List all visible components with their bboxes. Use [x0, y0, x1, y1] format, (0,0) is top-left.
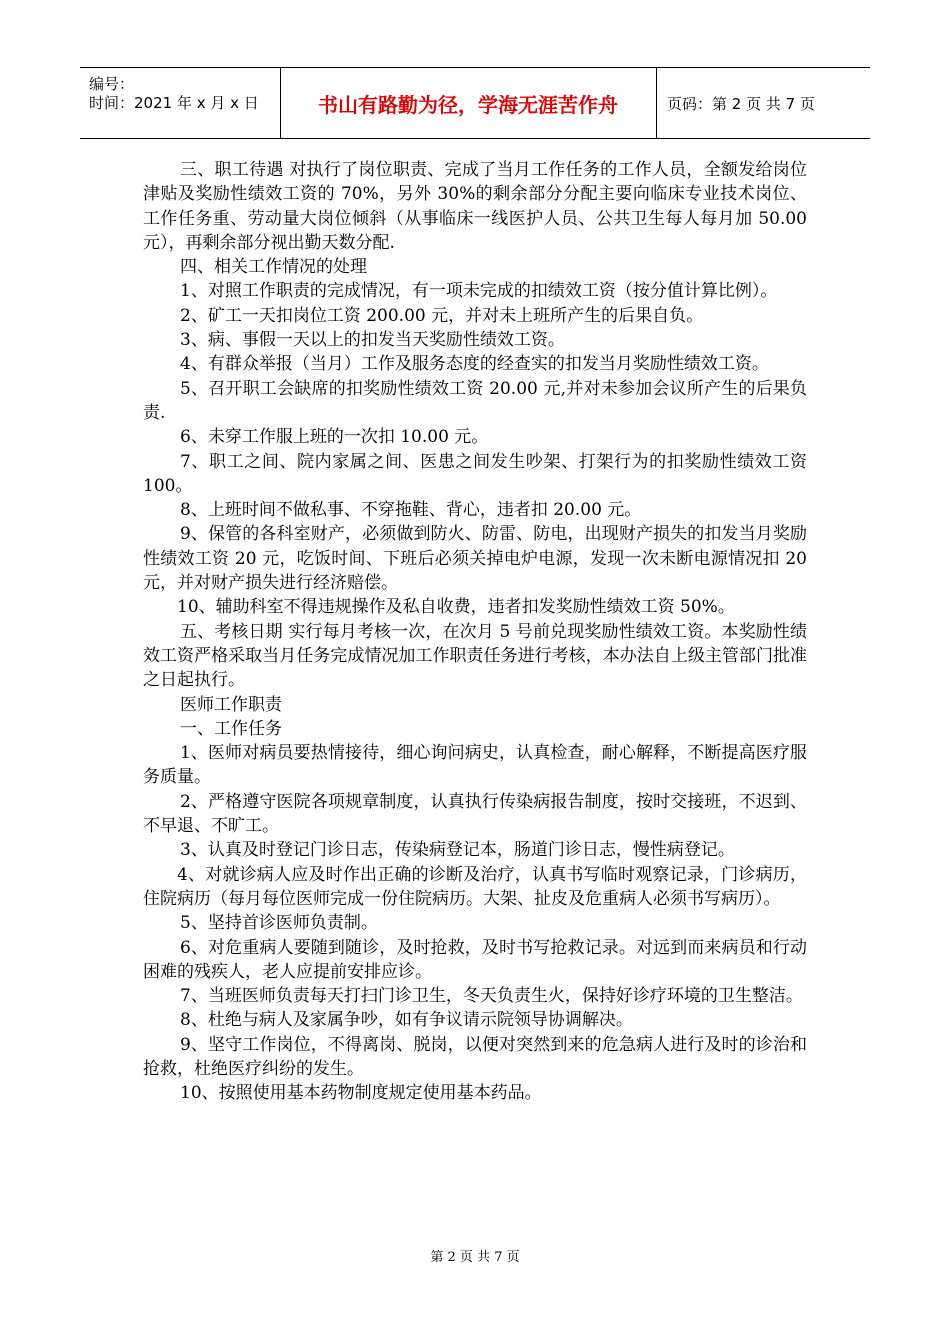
- heading-handling: 四、相关工作情况的处理: [180, 257, 367, 278]
- document-body: [143, 158, 807, 1106]
- heading-work-tasks: 一、工作任务: [180, 718, 282, 739]
- heading-physician-duties: 医师工作职责: [180, 694, 282, 715]
- header-motto: 书山有路勤为径，学海无涯苦作舟: [318, 92, 618, 117]
- list-item: 4、有群众举报（当月）工作及服务态度的经查实的扣发当月奖励性绩效工资。: [180, 354, 769, 375]
- list-item: 10、按照使用基本药物制度规定使用基本药品。: [180, 1083, 542, 1104]
- list-item: 5、坚持首诊医师负责制。: [180, 913, 378, 934]
- paragraph-staff-benefits: 三、职工待遇 对执行了岗位职责、完成了当月工作任务的工作人员，全额发给岗位津贴及奖励性绩效工资的 70%，另外 30%的剩余部分分配主要向临床专业技术岗位、工作任务重、劳动量大岗位倾斜（从事临床一线医护人员、公共卫生每人每月加 50.00 元），再剩余部分视出勤天数分配.: [143, 160, 807, 253]
- list-item: 8、上班时间不做私事、不穿拖鞋、背心，违者扣 20.00 元。: [180, 500, 642, 521]
- list-item: 6、未穿工作服上班的一次扣 10.00 元。: [180, 427, 489, 448]
- list-item: 7、当班医师负责每天打扫门诊卫生，冬天负责生火，保持好诊疗环境的卫生整洁。: [180, 986, 803, 1007]
- list-item: 1、对照工作职责的完成情况，有一项未完成的扣绩效工资（按分值计算比例）。: [180, 281, 778, 302]
- list-item: 9、保管的各科室财产，必须做到防火、防雷、防电，出现财产损失的扣发当月奖励性绩效工资 20 元，吃饭时间、下班后必须关掉电炉电源，发现一次未断电源情况扣 20 元，并对财产损失进行经济赔偿。: [143, 524, 807, 594]
- document-number-label: 编号：: [89, 75, 135, 93]
- list-item: 8、杜绝与病人及家属争吵，如有争议请示院领导协调解决。: [180, 1010, 633, 1031]
- list-item: 5、召开职工会缺席的扣奖励性绩效工资 20.00 元,并对未参加会议所产生的后果负责.: [143, 378, 807, 423]
- list-item: 7、职工之间、院内家属之间、医患之间发生吵架、打架行为的扣奖励性绩效工资 100。: [143, 451, 807, 496]
- list-item: 6、对危重病人要随到随诊，及时抢救，及时书写抢救记录。对远到而来病员和行动困难的残疾人，老人应提前安排应诊。: [143, 937, 807, 982]
- paragraph-assessment: 五、考核日期 实行每月考核一次，在次月 5 号前兑现奖励性绩效工资。本奖励性绩效工资严格采取当月任务完成情况加工作职责任务进行考核，本办法自上级主管部门批准之日起执行。: [143, 621, 807, 691]
- list-item: 4、对就诊病人应及时作出正确的诊断及治疗，认真书写临时观察记录，门诊病历，住院病历（每月每位医师完成一份住院病历。大架、扯皮及危重病人必须书写病历）。: [143, 864, 807, 909]
- list-item: 2、矿工一天扣岗位工资 200.00 元，并对未上班所产生的后果自负。: [180, 305, 704, 326]
- list-item: 9、坚守工作岗位，不得离岗、脱岗，以便对突然到来的危急病人进行及时的诊治和抢救，杜绝医疗纠纷的发生。: [143, 1034, 807, 1079]
- page-footer: 第 2 页 共 7 页: [430, 1250, 520, 1265]
- list-item: 10、辅助科室不得违规操作及私自收费，违者扣发奖励性绩效工资 50%。: [177, 597, 735, 618]
- document-date: 时间：2021 年 x 月 x 日: [89, 94, 259, 112]
- header-meta: [80, 68, 280, 138]
- list-item: 2、严格遵守医院各项规章制度，认真执行传染病报告制度，按时交接班，不迟到、不早退、不旷工。: [143, 791, 807, 837]
- list-item: 3、认真及时登记门诊日志，传染病登记本，肠道门诊日志，慢性病登记。: [180, 840, 735, 861]
- header-page-info: 页码：第 2 页 共 7 页: [667, 94, 815, 113]
- page-header: [80, 67, 870, 139]
- list-item: 3、病、事假一天以上的扣发当天奖励性绩效工资。: [180, 330, 565, 351]
- list-item: 1、医师对病员要热情接待，细心询问病史，认真检查，耐心解释，不断提高医疗服务质量。: [143, 743, 807, 788]
